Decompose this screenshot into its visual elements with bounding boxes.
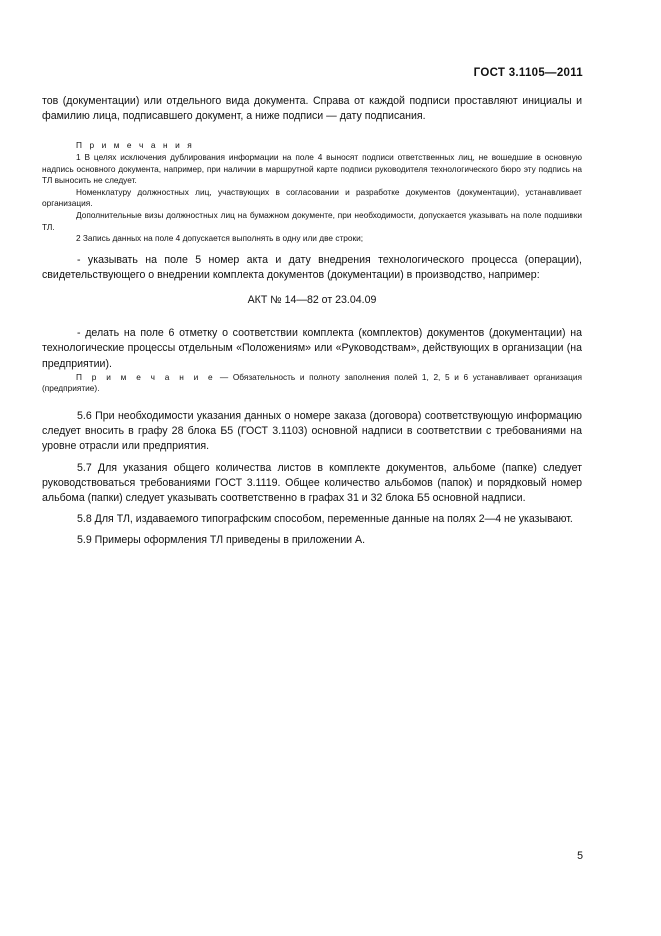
notes-block	[42, 140, 582, 244]
clause-5-8: 5.8 Для ТЛ, издаваемого типографским способом, переменные данные на полях 2—4 не указывают.	[77, 513, 573, 526]
page-number: 5	[577, 850, 583, 862]
document-code-header: ГОСТ 3.1105—2011	[473, 67, 583, 79]
act-example: АКТ № 14—82 от 23.04.09	[247, 294, 377, 307]
note-2	[42, 372, 582, 395]
field5-paragraph: - указывать на поле 5 номер акта и дату внедрения технологического процесса (операции), свидетельствующего о внедрении комплекта документов (документации) в производство, например:	[42, 253, 582, 281]
note-2-label: П р и м е ч а н и е	[76, 371, 216, 382]
note-item-1: 1 В целях исключения дублирования информации на поле 4 выносят подписи ответственных лиц, не вошедшие в основную надпись основного документа, например, при наличии в маршрутной карте подписи руководителя технологического бюро эту подпись на ТЛ выносить не следует.	[42, 152, 582, 186]
note-2-text: — Обязательность и полноту заполнения полей 1, 2, 5 и 6 устанавливает организация (предприятие).	[42, 371, 583, 394]
note-item-2: Номенклатуру должностных лиц, участвующих в согласовании и разработке документов (документации), устанавливает организация.	[42, 186, 582, 209]
field6-paragraph: - делать на поле 6 отметку о соответствии комплекта (комплектов) документов (документации) на технологические процессы отдельным «Положениям» или «Руководствам», действующих в организации (на предприятии).	[42, 327, 582, 370]
clause-5-9: 5.9 Примеры оформления ТЛ приведены в приложении А.	[77, 534, 366, 547]
intro-paragraph: тов (документации) или отдельного вида документа. Справа от каждой подписи проставляют инициалы и фамилию лица, подписавшего документ, а ниже подписи — дату подписания.	[42, 95, 582, 123]
notes-title: П р и м е ч а н и я	[76, 140, 195, 151]
note-item-3: Дополнительные визы должностных лиц на бумажном документе, при необходимости, допускается указывать на поле подшивки ТЛ.	[42, 209, 582, 232]
page-content	[42, 94, 582, 549]
clause-5-7: 5.7 Для указания общего количества листов в комплекте документов, альбоме (папке) следует руководствоваться требованиями ГОСТ 3.1119. Общее количество альбомов (папок) и порядковый номер альбома (папки) следует указывать соответственно в графах 31 и 32 блока Б5 основной надписи.	[42, 461, 582, 504]
clause-5-6: 5.6 При необходимости указания данных о номере заказа (договора) соответствующую информацию следует вносить в графу 28 блока Б5 (ГОСТ 3.1103) основной надписи в соответствии с требованиями на уровне отрасли или предприятия.	[42, 409, 582, 453]
note-item-4: 2 Запись данных на поле 4 допускается выполнять в одну или две строки;	[76, 233, 364, 244]
